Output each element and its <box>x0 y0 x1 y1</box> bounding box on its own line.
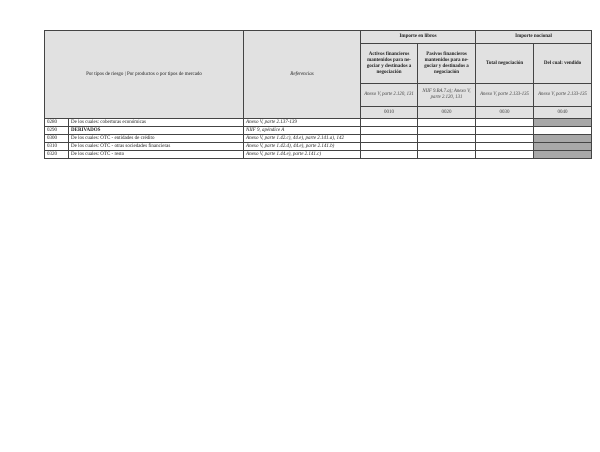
cell-0320-0030[interactable] <box>476 151 534 159</box>
cell-0320-0010[interactable] <box>361 151 418 159</box>
row-code: 0300 <box>45 135 69 143</box>
row-label-header: Por tipos de riesgo | Por productos o por tipos de mercado <box>45 31 244 119</box>
importe-libros-header: Importe en libros <box>361 31 476 44</box>
row-reference: Anexo V, parte 1.42.c), 44.e), parte 2.141.a), 142 <box>244 135 361 143</box>
cell-0300-0040-shaded <box>534 135 592 143</box>
cell-0280-0010[interactable] <box>361 119 418 127</box>
table-row <box>45 127 592 135</box>
col4-code: 0040 <box>534 107 592 119</box>
col1-ref: Anexo V, parte 2.120, 131 <box>361 84 418 107</box>
row-code: 0310 <box>45 143 69 151</box>
col2-ref: NIIF 9.BA.7.a); Anexo V, parte 2.120, 131 <box>418 84 476 107</box>
table-row <box>45 135 592 143</box>
row-code: 0280 <box>45 119 69 127</box>
row-label: DERIVADOS <box>69 127 244 135</box>
cell-0290-0020[interactable] <box>418 127 476 135</box>
cell-0300-0020[interactable] <box>418 135 476 143</box>
derivatives-table <box>44 30 592 159</box>
col2-title: Pasivos financieros mantenidos para ne-gociar y destinados a negociación <box>418 44 476 84</box>
row-label: De los cuales: OTC - entidades de crédito <box>69 135 244 143</box>
importe-nocional-header: Importe nocional <box>476 31 592 44</box>
cell-0320-0040-shaded <box>534 151 592 159</box>
cell-0280-0040-shaded <box>534 119 592 127</box>
row-code: 0320 <box>45 151 69 159</box>
col4-title: Del cual: vendido <box>534 44 592 84</box>
cell-0320-0020[interactable] <box>418 151 476 159</box>
cell-0310-0040-shaded <box>534 143 592 151</box>
col3-title: Total negociación <box>476 44 534 84</box>
col1-code: 0010 <box>361 107 418 119</box>
cell-0310-0030[interactable] <box>476 143 534 151</box>
row-reference: NIIF 9, apéndice A <box>244 127 361 135</box>
table-row <box>45 119 592 127</box>
col3-code: 0030 <box>476 107 534 119</box>
row-code: 0290 <box>45 127 69 135</box>
cell-0300-0010[interactable] <box>361 135 418 143</box>
row-reference: Anexo V, parte 2.137-139 <box>244 119 361 127</box>
col2-code: 0020 <box>418 107 476 119</box>
cell-0310-0020[interactable] <box>418 143 476 151</box>
row-label: De los cuales: OTC - resto <box>69 151 244 159</box>
col1-title: Activos financieros mantenidos para ne-gociar y destinados a negociación <box>361 44 418 84</box>
referencias-header: Referencias <box>244 31 361 119</box>
cell-0280-0020[interactable] <box>418 119 476 127</box>
financial-table-container <box>44 30 591 159</box>
cell-0290-0030[interactable] <box>476 127 534 135</box>
cell-0290-0040[interactable] <box>534 127 592 135</box>
row-label: De los cuales: OTC - otras sociedades financieras <box>69 143 244 151</box>
row-label: De los cuales: coberturas económicas <box>69 119 244 127</box>
cell-0310-0010[interactable] <box>361 143 418 151</box>
row-reference: Anexo V, parte 1.42.d), 44.e), parte 2.141.b) <box>244 143 361 151</box>
row-reference: Anexo V, parte 1.44.e), parte 2.141.c) <box>244 151 361 159</box>
table-row <box>45 143 592 151</box>
cell-0280-0030[interactable] <box>476 119 534 127</box>
col3-ref: Anexo V, parte 2.133-135 <box>476 84 534 107</box>
table-row <box>45 151 592 159</box>
col4-ref: Anexo V, parte 2.133-135 <box>534 84 592 107</box>
cell-0300-0030[interactable] <box>476 135 534 143</box>
cell-0290-0010[interactable] <box>361 127 418 135</box>
